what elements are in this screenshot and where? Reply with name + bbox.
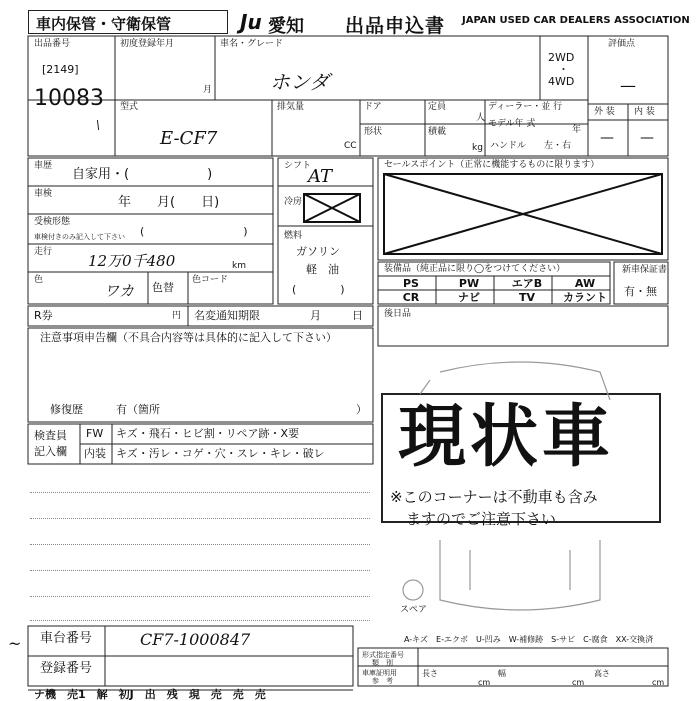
color-value[interactable]: ワカ [104,282,135,300]
stamp-note-line-1: ※このコーナーは不動車も含み [390,488,598,506]
history-label: 車歴 [34,161,53,171]
first-registration-label: 初度登録年月 [120,39,175,49]
registration-number-label: 登録番号 [40,661,93,676]
note-line [30,492,370,493]
equipment-item[interactable]: CR [402,291,420,304]
spare-label: スペア [400,605,428,615]
exterior-value[interactable]: — [600,130,614,146]
length-unit: cm [478,678,491,687]
fuel-other[interactable]: ( ) [292,283,345,296]
logo-icon: Ju [240,10,262,34]
fuel-gasoline[interactable]: ガソリン [296,245,340,258]
footer-stamps: ナ機 売1 解 初J 出 残 現 売 売 売 [34,688,266,701]
name-change-month: 月 [310,309,321,322]
note-line [30,620,370,621]
handle-label: ハンドル [490,141,527,151]
interior-value[interactable]: — [640,130,654,146]
model-type-label: 型式 [120,102,139,112]
height-unit: cm [652,678,665,687]
equipment-item[interactable]: AW [574,277,596,290]
garage-cert-label: 車庫証明用 [362,669,397,677]
length-label: 長さ [422,669,438,678]
as-is-stamp: 現状車 [398,398,615,477]
width-unit: cm [572,678,585,687]
lot-number-label: 出品番号 [34,39,71,49]
person-unit: 人 [476,113,486,123]
repair-history-close: ） [356,403,367,416]
repair-history-value[interactable]: 有（箇所 [116,403,160,416]
lot-mark: \ [96,118,101,132]
association-name: JAPAN USED CAR DEALERS ASSOCIATION [462,15,690,26]
door-label: ドア [364,102,382,112]
note-line [30,596,370,597]
equipment-item[interactable]: ナビ [458,291,480,304]
recycle-yen: 円 [172,311,182,321]
rating-label: 評価点 [608,39,636,49]
car-name-label: 車名・グレード [220,39,284,49]
name-change-day: 日 [352,309,363,322]
equipment-item[interactable]: TV [518,291,536,304]
fuel-label: 燃料 [284,231,303,241]
reference-label: 参 考 [372,677,393,685]
chassis-number-label: 車台番号 [40,631,93,646]
ac-label: 冷房 [284,197,303,207]
shape-label: 形状 [364,127,383,137]
color-code-label: 色コード [192,275,229,285]
capacity-label: 定員 [428,102,447,112]
lot-sub-number: [2149] [42,63,79,76]
acceptance-label: 受検形態 [34,217,71,227]
inspector-label-1: 検査員 [34,429,67,442]
model-type-value[interactable]: E-CF7 [160,128,218,149]
storage-label: 車内保管・守衛保管 [36,15,172,33]
name-change-label: 名変通知期限 [194,309,260,322]
equipment-item[interactable]: PW [458,277,480,290]
inspector-fw: FW [86,427,104,440]
model-year-label: モデル年 式 [488,119,536,129]
warranty-value[interactable]: 有・無 [624,285,657,298]
chassis-number-value[interactable]: CF7-1000847 [140,630,251,649]
inspector-label-2: 記入欄 [34,445,67,458]
dealer-label: ディーラー・並 行 [488,102,563,112]
inspector-interior-items[interactable]: キズ・汚レ・コゲ・穴・スレ・キレ・破レ [116,447,325,460]
inspector-fw-items[interactable]: キズ・飛石・ヒビ割・リペア跡・X要 [116,427,300,440]
recycle-ticket-label: R券 [34,309,53,322]
acceptance-sub: 車検付きのみ記入して下さい [34,233,125,241]
handle-options[interactable]: 左・右 [544,141,572,151]
note-line [30,518,370,519]
mileage-unit: km [232,261,246,271]
note-line [30,544,370,545]
form-number-label: 形式指定番号 [362,651,404,659]
color-label: 色 [34,275,44,285]
width-label: 幅 [498,669,506,678]
height-label: 高さ [594,669,610,678]
mileage-label: 走行 [34,247,53,257]
mileage-value[interactable]: 12万0千480 [88,252,176,270]
year-unit: 年 [572,125,582,135]
inspection-label: 車検 [34,189,53,199]
first-registration-month: 月 [203,85,213,95]
category-label: 類 別 [372,659,393,667]
acceptance-value[interactable]: ( ) [140,225,248,238]
cc-unit: CC [344,141,357,151]
kg-unit: kg [472,143,483,153]
warranty-label: 新車保証書 [622,265,668,275]
margin-mark: ~ [8,634,22,653]
equipment-label: 装備品（純正品に限り◯をつけてください） [384,264,566,274]
drive-separator: ・ [558,63,569,76]
equipment-item[interactable]: カラント [563,291,607,304]
interior-label: 内 装 [634,107,655,117]
displacement-label: 排気量 [277,102,305,112]
load-label: 積載 [428,127,447,137]
equipment-item[interactable]: エアB [511,277,543,290]
note-line [30,570,370,571]
later-item-label: 後日品 [384,309,412,319]
notes-label: 注意事項申告欄（不具合内容等は具体的に記入して下さい） [40,331,337,344]
fuel-kerosene[interactable]: 軽 油 [306,263,339,276]
form-title: 出品申込書 [345,15,446,37]
exterior-label: 外 装 [594,107,615,117]
car-name-value[interactable]: ホンダ [270,70,330,94]
drive-2wd: 2WD [548,51,575,64]
equipment-item[interactable]: PS [403,277,419,290]
lot-number: 10083 [34,86,104,111]
damage-legend: A-キズ E-エクボ U-凹み W-補修跡 S-サビ C-腐食 XX-交換済 [404,635,654,644]
rating-value[interactable]: — [620,76,636,95]
sales-point-label: セールスポイント（正常に機能するものに限ります） [384,160,600,170]
branch-name: 愛知 [268,16,304,37]
color-change-label: 色替 [152,281,174,294]
shift-label: シフト [284,161,312,171]
shift-value[interactable]: AT [308,166,333,187]
drive-4wd: 4WD [548,75,575,88]
history-value[interactable]: 自家用・( ) [72,167,213,182]
inspector-interior: 内装 [84,447,106,460]
repair-history-label: 修復歴 [50,403,83,416]
inspection-value[interactable]: 年 月( 日) [118,195,220,210]
stamp-note-line-2: ますのでご注意下さい [406,510,557,528]
